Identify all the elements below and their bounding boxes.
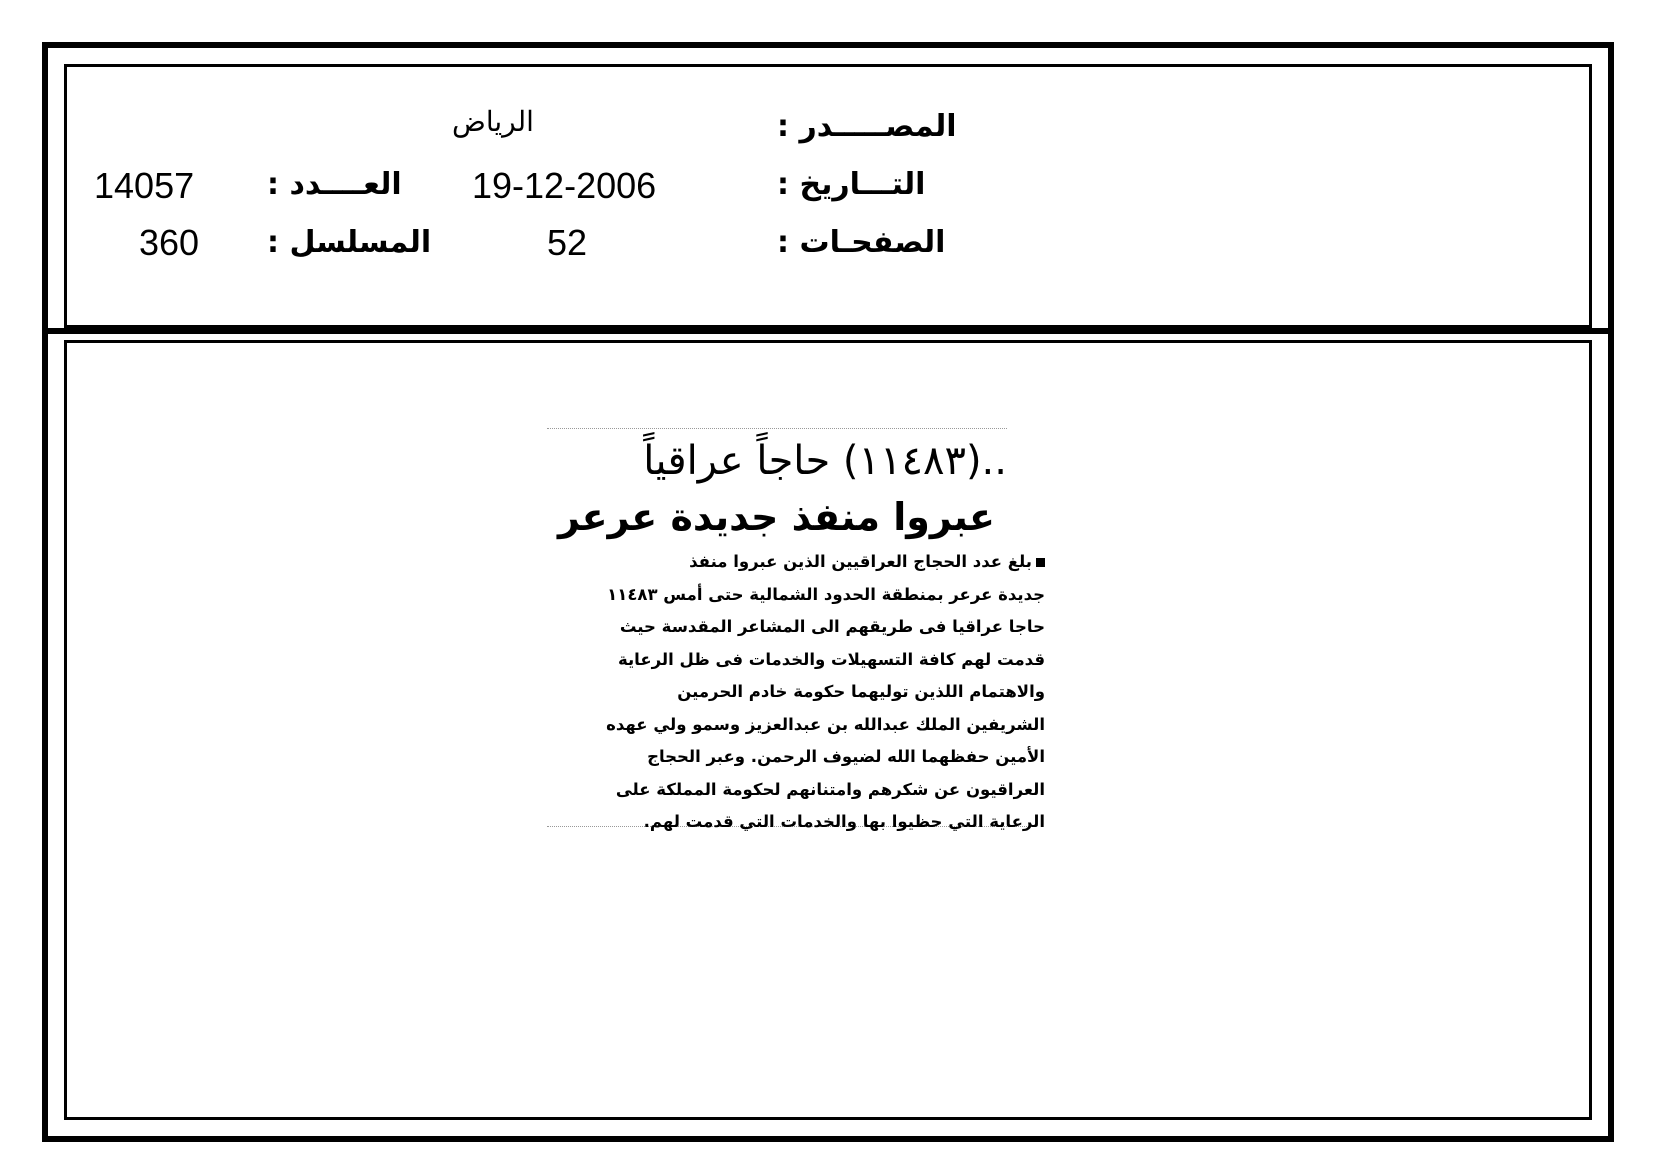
article-line: حاجا عراقيا فى طريقهم الى المشاعر المقدسة حيث	[619, 617, 1045, 636]
source-label: المصـــــدر :	[777, 109, 957, 144]
date-value: 19-12-2006	[472, 165, 657, 206]
page-frame	[42, 42, 1614, 1142]
date-label: التـــاريخ :	[777, 167, 926, 202]
article-line: جديدة عرعر بمنطقة الحدود الشمالية حتى أمس ١١٤٨٣	[607, 584, 1045, 604]
headline-secondary: عبروا منفذ جديدة عرعر	[558, 495, 995, 539]
article-line: الرعاية التي حظيوا بها والخدمات التي قدمت لهم.	[643, 812, 1045, 831]
article-body	[555, 546, 1045, 839]
content-box	[64, 340, 1592, 1120]
article-line: العراقيون عن شكرهم وامتنانهم لحكومة المملكة على	[615, 779, 1045, 799]
headline-primary: ..(١١٤٨٣) حاجاً عراقياً	[643, 438, 1007, 484]
issue-value: 14057	[94, 165, 195, 206]
article-line: بلغ عدد الحجاج العراقيين الذين عبروا منفذ	[555, 546, 1045, 579]
article-clipping	[547, 428, 1057, 831]
article-line: الشريفين الملك عبدالله بن عبدالعزيز وسمو ولي عهده	[606, 714, 1045, 734]
serial-value: 360	[139, 222, 200, 263]
article-line: الأمين حفظهما الله لضيوف الرحمن. وعبر الحجاج	[647, 747, 1045, 766]
article-line: قدمت لهم كافة التسهيلات والخدمات فى ظل الرعاية	[617, 649, 1045, 669]
serial-label: المسلسل :	[267, 225, 432, 260]
header-box	[64, 64, 1592, 328]
header-separator	[48, 328, 1608, 334]
bullet-square-icon	[1036, 558, 1045, 567]
clip-edge-top	[547, 428, 1007, 429]
source-value: الرياض	[452, 105, 534, 138]
article-line: والاهتمام اللذين توليهما حكومة خادم الحرمين	[677, 682, 1045, 701]
pages-label: الصفحـات :	[777, 225, 946, 260]
pages-value: 52	[547, 222, 588, 263]
issue-label: العــــدد :	[267, 167, 402, 202]
